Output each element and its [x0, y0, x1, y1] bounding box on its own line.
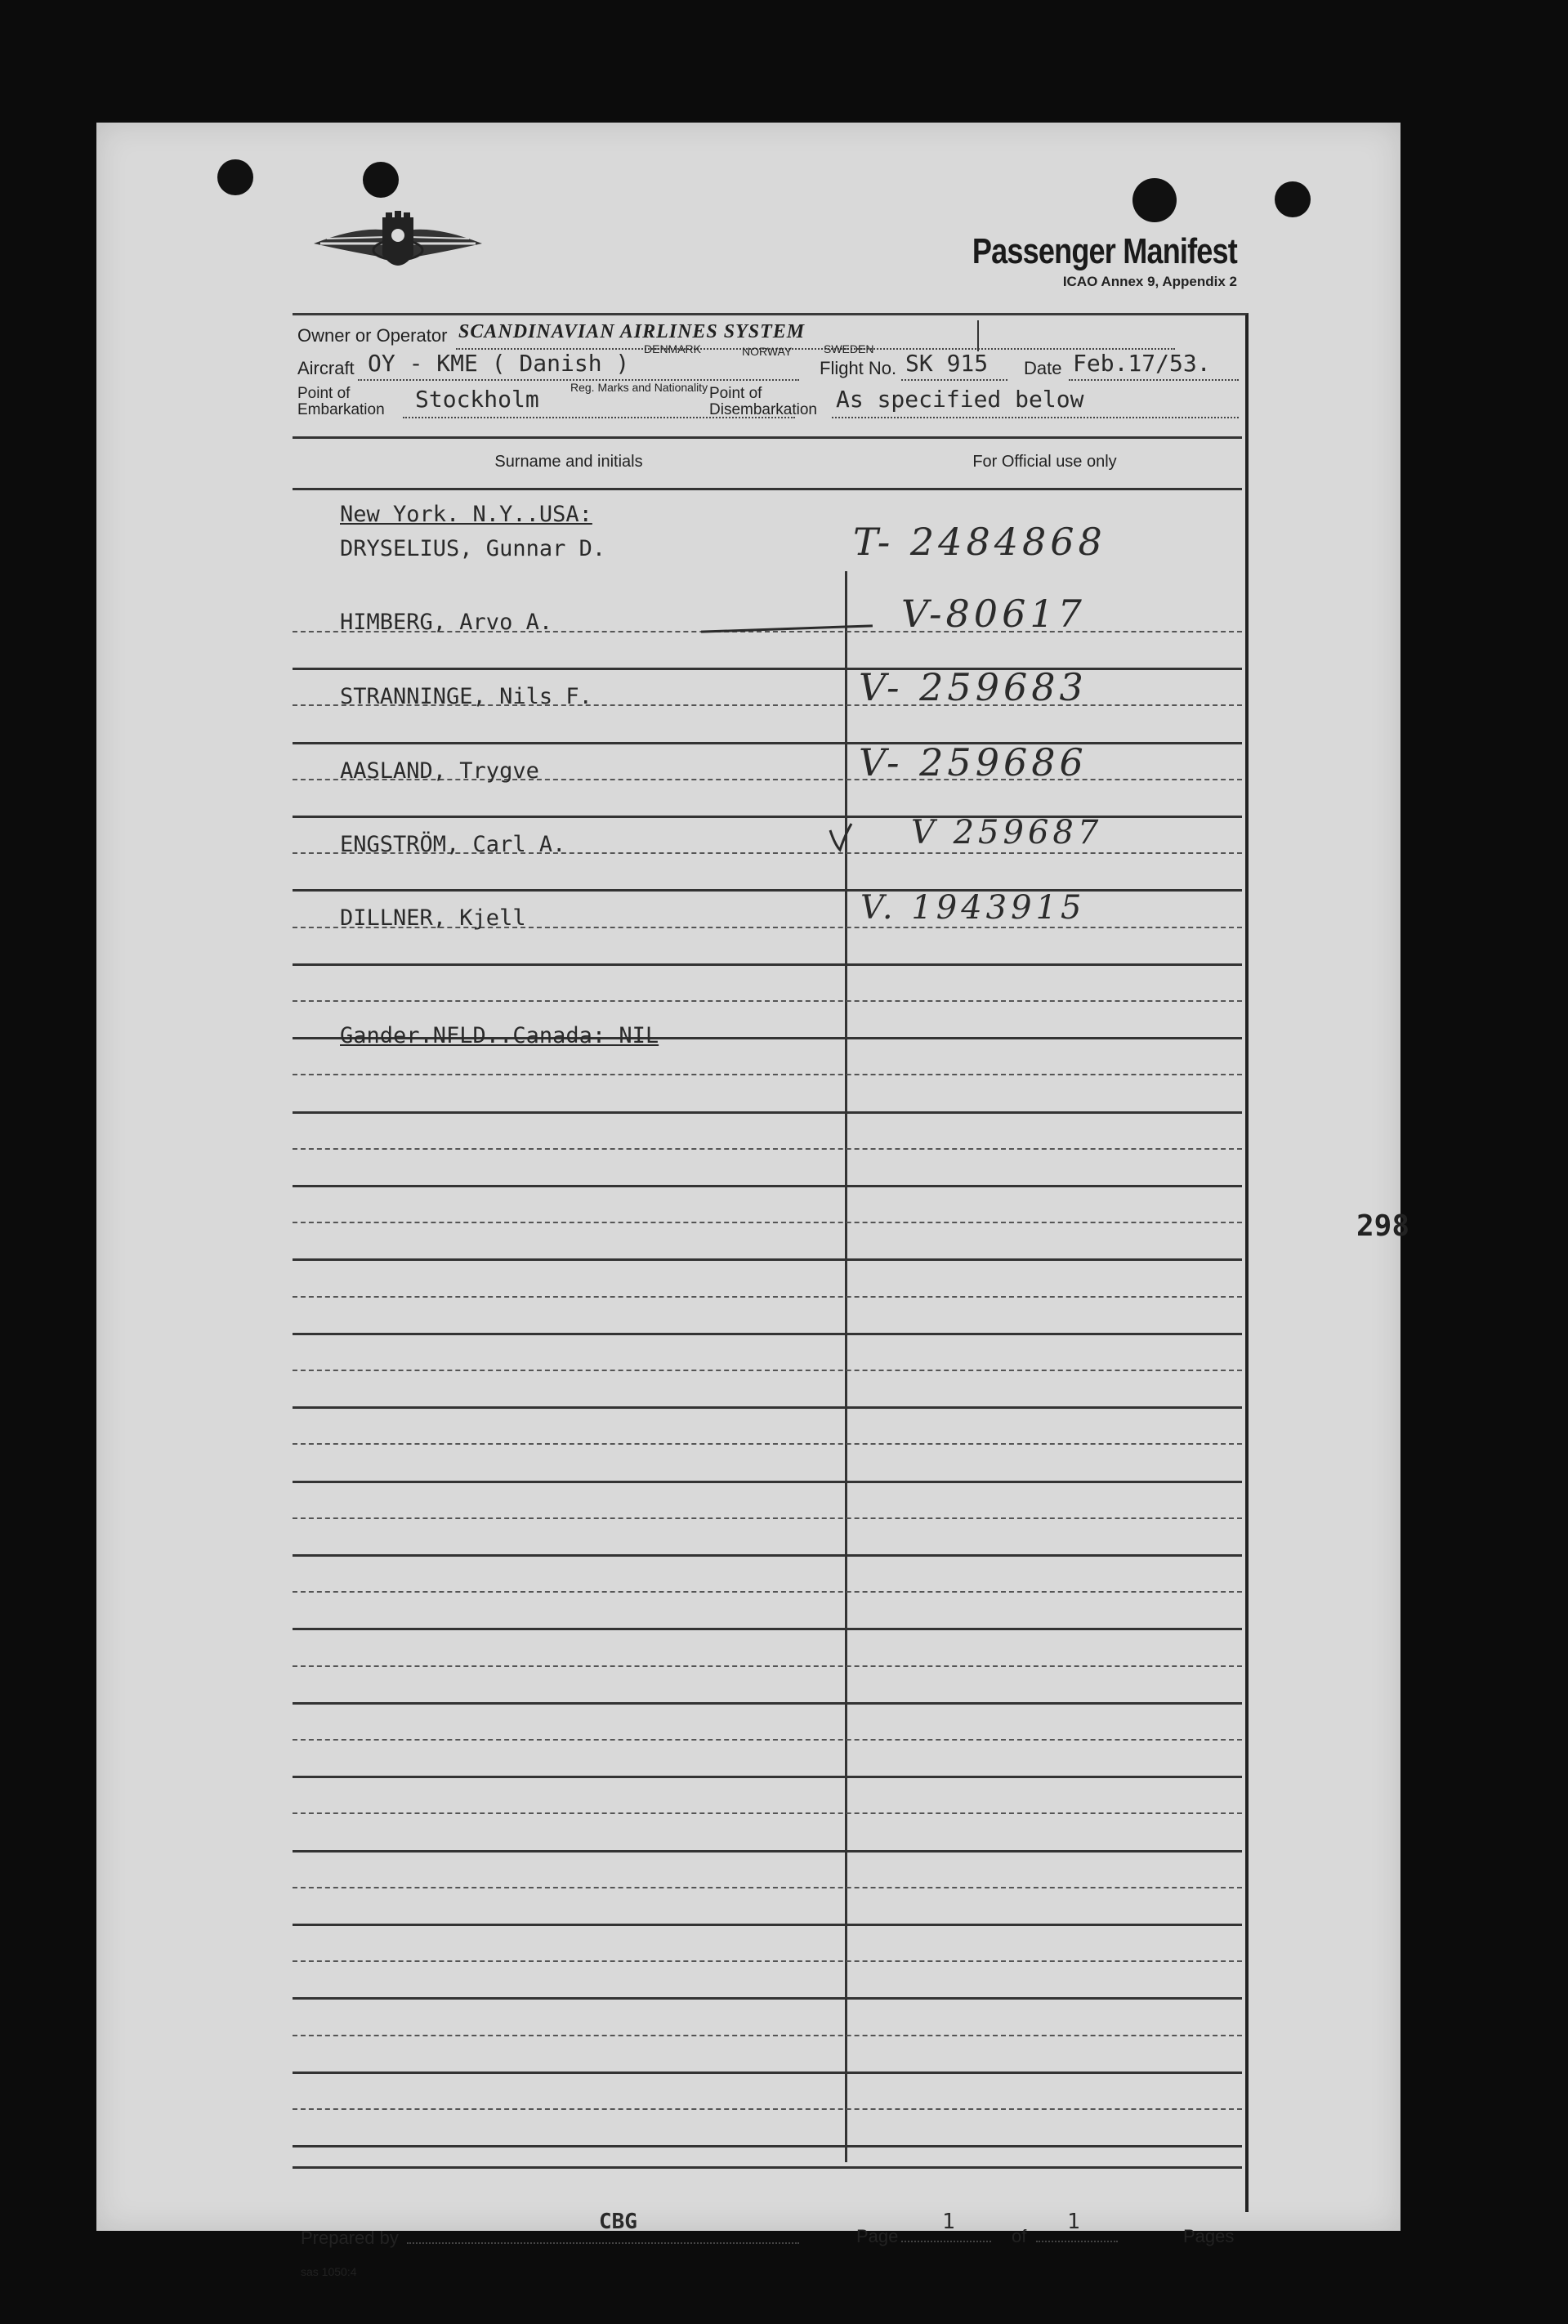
page-label: Page — [856, 2226, 899, 2246]
disembark-label-2: Disembarkation — [709, 401, 817, 418]
margin-number: 298 — [1356, 1209, 1410, 1243]
row-rule — [293, 1111, 1242, 1114]
passenger-name: DILLNER, Kjell — [340, 905, 526, 931]
punch-hole — [363, 162, 399, 198]
form-title: Passenger Manifest — [972, 231, 1237, 271]
form-title-block — [856, 231, 1237, 290]
date-label: Date — [1024, 358, 1062, 378]
flight-label: Flight No. — [820, 358, 897, 378]
row-rule — [293, 889, 1242, 892]
official-entry: V- 259683 — [859, 665, 1088, 709]
row-rule — [293, 1850, 1242, 1852]
of-label: of — [1012, 2226, 1027, 2246]
row-rule — [293, 1887, 1242, 1888]
row-rule — [293, 2071, 1242, 2074]
disembark-underline — [832, 417, 1239, 418]
punch-hole — [217, 159, 253, 195]
country-sweden: SWEDEN — [824, 342, 874, 355]
row-rule — [293, 1739, 1242, 1741]
owner-mark — [977, 320, 979, 351]
aircraft-value: OY - KME ( Danish ) — [368, 350, 630, 377]
passenger-name: DRYSELIUS, Gunnar D. — [340, 536, 606, 561]
footer-rule — [293, 2166, 1242, 2169]
page-value: 1 — [942, 2210, 955, 2234]
passenger-name: ENGSTRÖM, Carl A. — [340, 832, 566, 857]
pages-label: Pages — [1183, 2226, 1235, 2246]
row-rule — [293, 1000, 1242, 1002]
of-underline — [1036, 2241, 1118, 2242]
flight-underline — [901, 379, 1007, 381]
row-rule — [293, 1074, 1242, 1075]
airline-logo-icon — [310, 211, 485, 279]
official-entry: T- 2484868 — [853, 520, 1106, 564]
disembark-label-1: Point of — [709, 385, 762, 402]
country-norway: NORWAY — [742, 345, 793, 358]
embark-value: Stockholm — [415, 386, 539, 413]
prepared-underline — [407, 2242, 799, 2244]
row-rule — [293, 1481, 1242, 1483]
passenger-name: AASLAND, Trygve — [340, 758, 539, 784]
destination-heading: Gander.NFLD..Canada: NIL — [340, 1023, 659, 1048]
row-rule — [293, 1370, 1242, 1371]
prepared-by-value: CBG — [599, 2210, 637, 2234]
column-header-rule — [293, 488, 1242, 490]
page-underline — [901, 2241, 991, 2242]
disembark-value: As specified below — [836, 386, 1084, 413]
row-rule — [293, 1776, 1242, 1778]
row-rule — [293, 1185, 1242, 1187]
row-rule — [293, 1222, 1242, 1223]
aircraft-label: Aircraft — [297, 358, 355, 378]
row-rule — [293, 2145, 1242, 2147]
manifest-sheet — [96, 123, 1410, 2278]
of-value: 1 — [1067, 2210, 1080, 2234]
check-mark-icon — [827, 820, 855, 853]
column-surname-header: Surname and initials — [494, 453, 643, 471]
official-entry: V. 1943915 — [860, 889, 1086, 927]
row-rule — [293, 1517, 1242, 1519]
row-rule — [293, 1333, 1242, 1335]
official-entry: V- 259686 — [859, 740, 1088, 784]
row-rule — [293, 1406, 1242, 1409]
owner-value: SCANDINAVIAN AIRLINES SYSTEM — [458, 321, 806, 342]
form-code: sas 1050:4 — [301, 2265, 357, 2278]
passenger-name: STRANNINGE, Nils F. — [340, 684, 592, 709]
passenger-name: HIMBERG, Arvo A. — [340, 610, 553, 635]
official-entry: V-80617 — [901, 592, 1086, 636]
date-underline — [1069, 379, 1239, 381]
destination-heading: New York. N.Y..USA: — [340, 502, 592, 527]
form-subtitle: ICAO Annex 9, Appendix 2 — [1062, 274, 1237, 289]
row-rule — [293, 1148, 1242, 1150]
row-rule — [293, 1554, 1242, 1557]
row-rule — [293, 1665, 1242, 1667]
date-value: Feb.17/53. — [1073, 350, 1211, 377]
country-denmark: DENMARK — [644, 342, 702, 355]
owner-label: Owner or Operator — [297, 325, 448, 346]
row-rule — [293, 963, 1242, 966]
flight-value: SK 915 — [905, 350, 989, 377]
row-rule — [293, 1591, 1242, 1593]
manifest-form — [293, 313, 1249, 2278]
row-rule — [293, 1924, 1242, 1926]
row-rule — [293, 1960, 1242, 1962]
header-rule — [293, 436, 1242, 439]
row-rule — [293, 2108, 1242, 2110]
embark-label-1: Point of — [297, 385, 351, 402]
prepared-by-label: Prepared by — [301, 2228, 399, 2248]
row-rule — [293, 1296, 1242, 1298]
embark-label-2: Embarkation — [297, 401, 385, 418]
punch-hole — [1132, 178, 1177, 222]
row-rule — [293, 1812, 1242, 1814]
row-rule — [293, 742, 1242, 744]
row-rule — [293, 2035, 1242, 2036]
row-rule — [293, 1628, 1242, 1630]
punch-hole — [1275, 181, 1311, 217]
row-rule — [293, 1443, 1242, 1445]
row-rule — [293, 668, 1242, 670]
column-official-header: For Official use only — [972, 453, 1117, 471]
row-rule — [293, 1997, 1242, 2000]
reg-marks-label: Reg. Marks and Nationality — [570, 381, 708, 394]
row-rule — [293, 1702, 1242, 1705]
row-rule — [293, 1258, 1242, 1261]
official-entry: V 259687 — [911, 814, 1103, 851]
